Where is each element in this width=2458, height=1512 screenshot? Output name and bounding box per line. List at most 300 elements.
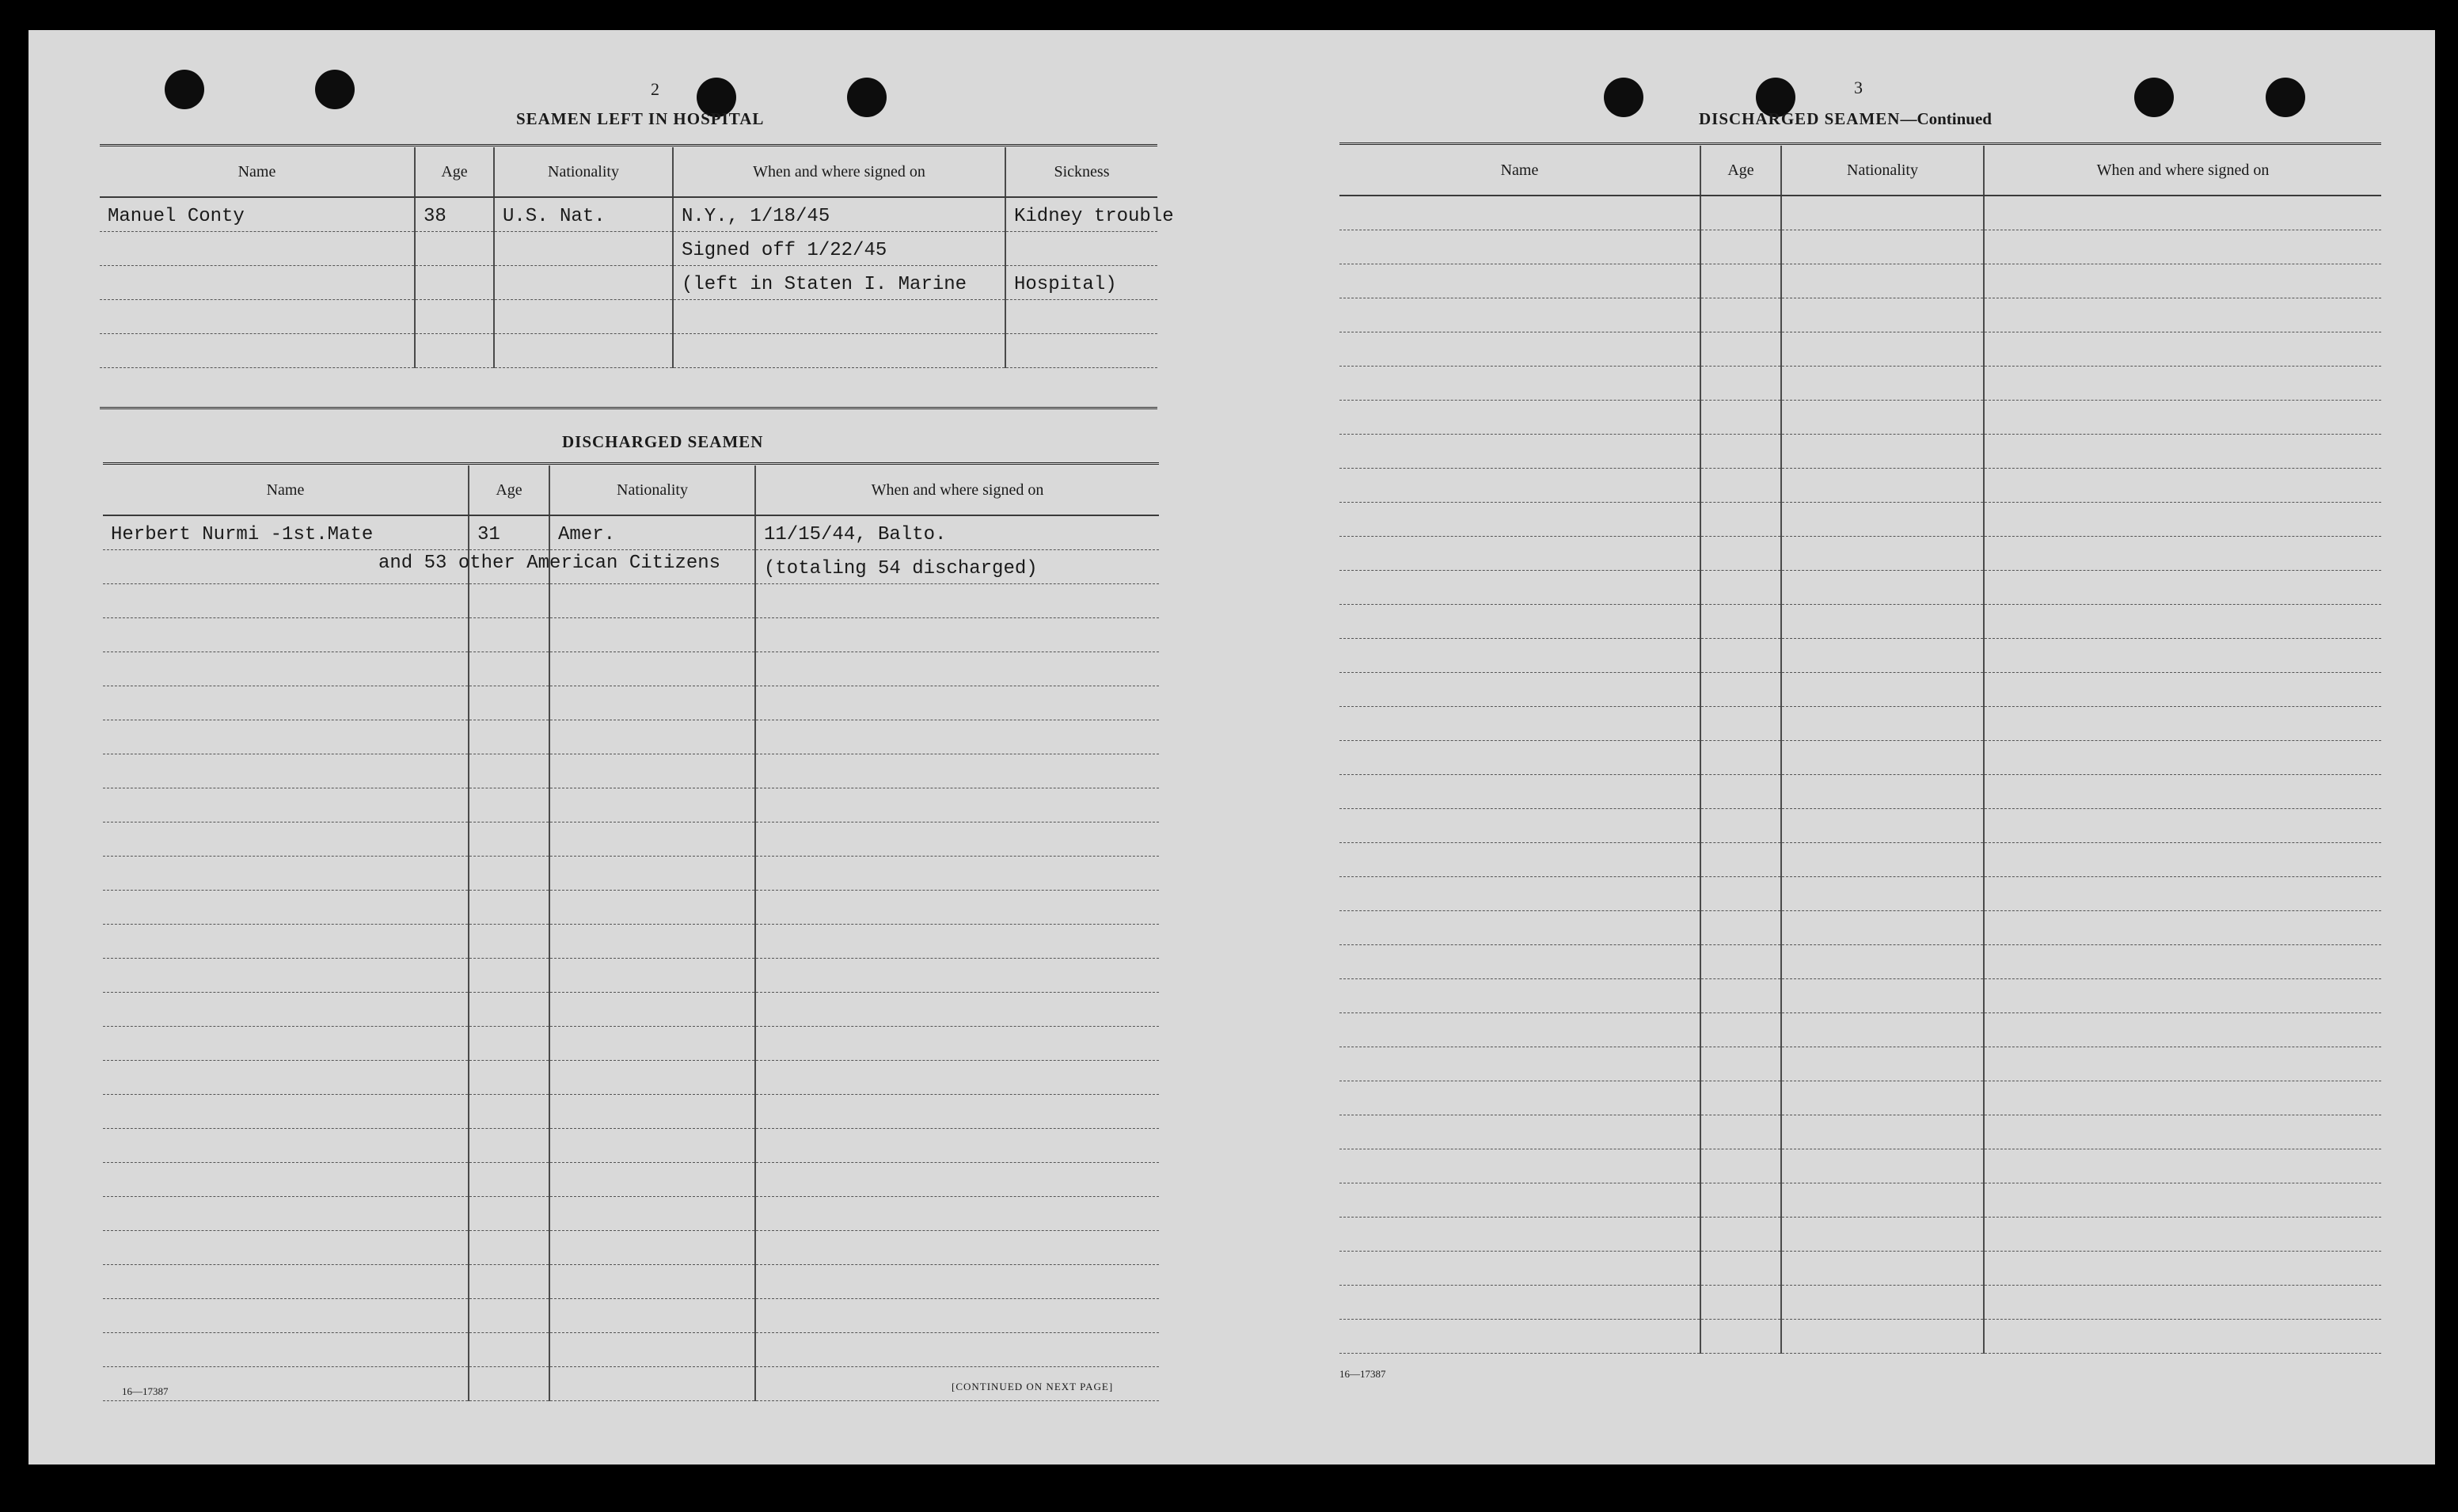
name-cell bbox=[100, 334, 415, 368]
empty-cell bbox=[1339, 571, 1700, 605]
empty-cell bbox=[1984, 503, 2381, 537]
column-header: Nationality bbox=[1781, 146, 1984, 196]
empty-cell bbox=[549, 1231, 755, 1265]
empty-cell bbox=[469, 652, 549, 686]
empty-cell bbox=[1700, 741, 1781, 775]
table-row bbox=[1339, 503, 2381, 537]
empty-cell bbox=[549, 857, 755, 891]
empty-cell bbox=[1781, 1252, 1984, 1286]
empty-cell bbox=[1339, 945, 1700, 979]
empty-cell bbox=[549, 1197, 755, 1231]
empty-cell bbox=[1339, 673, 1700, 707]
empty-cell bbox=[549, 1061, 755, 1095]
empty-cell bbox=[1339, 843, 1700, 877]
table-row bbox=[1339, 639, 2381, 673]
empty-cell bbox=[1781, 230, 1984, 264]
table-row bbox=[100, 334, 1157, 368]
table-row bbox=[1339, 673, 2381, 707]
empty-cell bbox=[549, 1367, 755, 1401]
table-row bbox=[103, 822, 1159, 857]
empty-cell bbox=[1984, 230, 2381, 264]
empty-cell bbox=[1700, 367, 1781, 401]
empty-cell bbox=[549, 891, 755, 925]
empty-cell bbox=[1339, 367, 1700, 401]
empty-cell bbox=[1339, 741, 1700, 775]
empty-cell bbox=[1700, 537, 1781, 571]
continued-label: [CONTINUED ON NEXT PAGE] bbox=[952, 1381, 1114, 1392]
table-row bbox=[103, 1163, 1159, 1197]
header-rule bbox=[100, 144, 1157, 146]
empty-cell bbox=[549, 1129, 755, 1163]
table-row bbox=[1339, 1183, 2381, 1218]
empty-cell bbox=[755, 1231, 1159, 1265]
empty-cell bbox=[1781, 1286, 1984, 1320]
empty-cell bbox=[1339, 707, 1700, 741]
column-header: Sickness bbox=[1005, 147, 1157, 197]
empty-cell bbox=[1984, 775, 2381, 809]
empty-cell bbox=[549, 993, 755, 1027]
signed-on-cell bbox=[673, 300, 1005, 334]
empty-cell bbox=[1339, 911, 1700, 945]
empty-cell bbox=[1984, 1115, 2381, 1149]
empty-cell bbox=[1984, 1252, 2381, 1286]
empty-cell bbox=[103, 1231, 469, 1265]
empty-cell bbox=[103, 1027, 469, 1061]
empty-cell bbox=[549, 822, 755, 857]
empty-cell bbox=[1339, 1081, 1700, 1115]
empty-cell bbox=[103, 1061, 469, 1095]
empty-cell bbox=[755, 1265, 1159, 1299]
empty-cell bbox=[1700, 401, 1781, 435]
empty-cell bbox=[1984, 469, 2381, 503]
signed-on-cell: (left in Staten I. Marine bbox=[673, 266, 1005, 300]
empty-cell bbox=[1781, 401, 1984, 435]
empty-cell bbox=[755, 754, 1159, 788]
empty-cell bbox=[469, 925, 549, 959]
empty-cell bbox=[549, 1333, 755, 1367]
empty-cell bbox=[1984, 264, 2381, 298]
empty-cell bbox=[1781, 979, 1984, 1013]
empty-cell bbox=[549, 686, 755, 720]
table-row bbox=[103, 1129, 1159, 1163]
table-row bbox=[1339, 1081, 2381, 1115]
column-header: When and where signed on bbox=[755, 465, 1159, 515]
empty-cell bbox=[1984, 196, 2381, 230]
empty-cell bbox=[469, 1027, 549, 1061]
empty-cell bbox=[1700, 979, 1781, 1013]
table-row bbox=[103, 720, 1159, 754]
column-header: When and where signed on bbox=[1984, 146, 2381, 196]
table-row bbox=[103, 754, 1159, 788]
empty-cell bbox=[755, 1061, 1159, 1095]
empty-cell bbox=[549, 1095, 755, 1129]
column-header: Nationality bbox=[549, 465, 755, 515]
empty-cell bbox=[469, 686, 549, 720]
empty-cell bbox=[1984, 401, 2381, 435]
table-row bbox=[103, 1299, 1159, 1333]
table-row bbox=[103, 686, 1159, 720]
empty-cell bbox=[103, 857, 469, 891]
table-row bbox=[1339, 196, 2381, 230]
empty-cell bbox=[1339, 605, 1700, 639]
empty-cell bbox=[469, 857, 549, 891]
empty-cell bbox=[1781, 945, 1984, 979]
age-cell bbox=[415, 334, 494, 368]
sickness-cell bbox=[1005, 334, 1157, 368]
empty-cell bbox=[1781, 1115, 1984, 1149]
empty-cell bbox=[1781, 469, 1984, 503]
age-cell bbox=[415, 266, 494, 300]
table-row bbox=[1339, 979, 2381, 1013]
empty-cell bbox=[755, 1197, 1159, 1231]
table-row bbox=[1339, 537, 2381, 571]
empty-cell bbox=[1339, 1252, 1700, 1286]
empty-cell bbox=[549, 1265, 755, 1299]
table-row bbox=[103, 1231, 1159, 1265]
empty-cell bbox=[1339, 809, 1700, 843]
empty-cell bbox=[1984, 605, 2381, 639]
column-header: Age bbox=[469, 465, 549, 515]
empty-cell bbox=[1339, 775, 1700, 809]
empty-cell bbox=[755, 652, 1159, 686]
empty-cell bbox=[1700, 1115, 1781, 1149]
empty-cell bbox=[1781, 571, 1984, 605]
empty-cell bbox=[1984, 1013, 2381, 1047]
discharged-continued-title bbox=[1699, 109, 1992, 129]
table-row bbox=[1339, 332, 2381, 367]
discharged-continued-table bbox=[1339, 146, 2381, 1354]
empty-cell bbox=[1700, 1047, 1781, 1081]
column-header: Nationality bbox=[494, 147, 673, 197]
empty-cell bbox=[1984, 1320, 2381, 1354]
empty-cell bbox=[1984, 945, 2381, 979]
table-row bbox=[103, 652, 1159, 686]
empty-cell bbox=[1984, 435, 2381, 469]
empty-cell bbox=[1700, 298, 1781, 332]
empty-cell bbox=[1700, 1013, 1781, 1047]
empty-cell bbox=[103, 959, 469, 993]
table-row bbox=[1339, 605, 2381, 639]
punch-hole bbox=[2134, 78, 2174, 117]
empty-cell bbox=[1700, 196, 1781, 230]
punch-hole bbox=[847, 78, 887, 117]
empty-cell bbox=[1984, 1286, 2381, 1320]
empty-cell bbox=[103, 1197, 469, 1231]
empty-cell bbox=[1781, 1081, 1984, 1115]
table-row bbox=[1339, 1149, 2381, 1183]
empty-cell bbox=[469, 1129, 549, 1163]
empty-cell bbox=[755, 959, 1159, 993]
empty-cell bbox=[1984, 809, 2381, 843]
discharged-note: and 53 other American Citizens bbox=[378, 553, 721, 574]
empty-cell bbox=[469, 822, 549, 857]
empty-cell bbox=[549, 618, 755, 652]
empty-cell bbox=[1781, 1183, 1984, 1218]
empty-cell bbox=[103, 1333, 469, 1367]
table-row bbox=[1339, 809, 2381, 843]
empty-cell bbox=[469, 754, 549, 788]
name-cell: Manuel Conty bbox=[100, 197, 415, 232]
empty-cell bbox=[1339, 332, 1700, 367]
empty-cell bbox=[103, 891, 469, 925]
empty-cell bbox=[1984, 843, 2381, 877]
table-row bbox=[1339, 298, 2381, 332]
empty-cell bbox=[469, 618, 549, 652]
empty-cell bbox=[103, 720, 469, 754]
empty-cell bbox=[1781, 1320, 1984, 1354]
empty-cell bbox=[1781, 809, 1984, 843]
empty-cell bbox=[1339, 298, 1700, 332]
empty-cell bbox=[1700, 230, 1781, 264]
empty-cell bbox=[1700, 1320, 1781, 1354]
empty-cell bbox=[549, 788, 755, 822]
column-header: Age bbox=[415, 147, 494, 197]
document-spread bbox=[28, 30, 2435, 1465]
empty-cell bbox=[1339, 503, 1700, 537]
empty-cell bbox=[1781, 775, 1984, 809]
empty-cell bbox=[1984, 911, 2381, 945]
empty-cell bbox=[755, 618, 1159, 652]
table-row bbox=[1339, 1218, 2381, 1252]
empty-cell bbox=[469, 1231, 549, 1265]
section-rule bbox=[100, 407, 1157, 409]
nationality-cell bbox=[494, 232, 673, 266]
empty-cell bbox=[1781, 332, 1984, 367]
empty-cell bbox=[755, 686, 1159, 720]
age-cell: 38 bbox=[415, 197, 494, 232]
column-header: Name bbox=[103, 465, 469, 515]
table-row bbox=[103, 618, 1159, 652]
table-header-row bbox=[1339, 146, 2381, 196]
signed-on-cell: N.Y., 1/18/45 bbox=[673, 197, 1005, 232]
empty-cell bbox=[469, 1333, 549, 1367]
empty-cell bbox=[755, 720, 1159, 754]
empty-cell bbox=[549, 1299, 755, 1333]
name-cell bbox=[100, 266, 415, 300]
empty-cell bbox=[755, 993, 1159, 1027]
empty-cell bbox=[1984, 639, 2381, 673]
empty-cell bbox=[469, 959, 549, 993]
table-row bbox=[100, 232, 1157, 266]
empty-cell bbox=[1339, 1047, 1700, 1081]
empty-cell bbox=[103, 822, 469, 857]
sickness-cell bbox=[1005, 300, 1157, 334]
empty-cell bbox=[469, 720, 549, 754]
empty-cell bbox=[1700, 332, 1781, 367]
table-row bbox=[1339, 1047, 2381, 1081]
punch-hole bbox=[1604, 78, 1643, 117]
empty-cell bbox=[755, 925, 1159, 959]
empty-cell bbox=[755, 1333, 1159, 1367]
table-row bbox=[1339, 1252, 2381, 1286]
empty-cell bbox=[103, 993, 469, 1027]
empty-cell bbox=[1700, 605, 1781, 639]
empty-cell bbox=[1984, 1081, 2381, 1115]
sickness-cell: Kidney trouble bbox=[1005, 197, 1157, 232]
empty-cell bbox=[1339, 639, 1700, 673]
empty-cell bbox=[469, 891, 549, 925]
table-row bbox=[1339, 469, 2381, 503]
empty-cell bbox=[1700, 809, 1781, 843]
empty-cell bbox=[1700, 1286, 1781, 1320]
page-number: 2 bbox=[651, 79, 659, 99]
table-row bbox=[1339, 877, 2381, 911]
empty-cell bbox=[469, 993, 549, 1027]
table-row bbox=[103, 993, 1159, 1027]
empty-cell bbox=[1700, 639, 1781, 673]
empty-cell bbox=[1984, 1047, 2381, 1081]
empty-cell bbox=[103, 1129, 469, 1163]
nationality-cell: U.S. Nat. bbox=[494, 197, 673, 232]
discharged-section-title: DISCHARGED SEAMEN bbox=[562, 432, 764, 451]
empty-cell bbox=[1700, 673, 1781, 707]
hospital-section-title: SEAMEN LEFT IN HOSPITAL bbox=[516, 109, 765, 128]
empty-cell bbox=[103, 686, 469, 720]
empty-cell bbox=[103, 1095, 469, 1129]
empty-cell bbox=[549, 720, 755, 754]
empty-cell bbox=[1700, 1252, 1781, 1286]
empty-cell bbox=[1781, 911, 1984, 945]
empty-cell bbox=[1781, 298, 1984, 332]
empty-cell bbox=[103, 584, 469, 618]
header-rule bbox=[103, 462, 1159, 465]
empty-cell bbox=[755, 584, 1159, 618]
empty-cell bbox=[1339, 1286, 1700, 1320]
empty-cell bbox=[469, 1265, 549, 1299]
empty-cell bbox=[469, 1367, 549, 1401]
table-row bbox=[1339, 230, 2381, 264]
table-row bbox=[1339, 843, 2381, 877]
empty-cell bbox=[1984, 367, 2381, 401]
empty-cell bbox=[1781, 1047, 1984, 1081]
empty-cell bbox=[1700, 435, 1781, 469]
empty-cell bbox=[1700, 775, 1781, 809]
empty-cell bbox=[1339, 196, 1700, 230]
table-row bbox=[1339, 1013, 2381, 1047]
table-row bbox=[1339, 707, 2381, 741]
table-row bbox=[103, 1265, 1159, 1299]
empty-cell bbox=[1781, 435, 1984, 469]
empty-cell bbox=[1781, 537, 1984, 571]
empty-cell bbox=[1984, 1218, 2381, 1252]
empty-cell bbox=[549, 652, 755, 686]
empty-cell bbox=[1700, 1081, 1781, 1115]
signed-on-cell bbox=[673, 334, 1005, 368]
empty-cell bbox=[1781, 264, 1984, 298]
age-cell bbox=[415, 300, 494, 334]
empty-cell bbox=[549, 1163, 755, 1197]
table-row bbox=[103, 1027, 1159, 1061]
name-cell bbox=[100, 300, 415, 334]
empty-cell bbox=[1339, 1183, 1700, 1218]
column-header: Name bbox=[1339, 146, 1700, 196]
table-row bbox=[1339, 911, 2381, 945]
empty-cell bbox=[1781, 673, 1984, 707]
empty-cell bbox=[1984, 1183, 2381, 1218]
empty-cell bbox=[1781, 196, 1984, 230]
empty-cell bbox=[1700, 1218, 1781, 1252]
empty-cell bbox=[1984, 1149, 2381, 1183]
empty-cell bbox=[1984, 741, 2381, 775]
empty-cell bbox=[1339, 537, 1700, 571]
empty-cell bbox=[1700, 1149, 1781, 1183]
empty-cell bbox=[1984, 571, 2381, 605]
page-number: 3 bbox=[1854, 78, 1863, 97]
nationality-cell: Amer. bbox=[549, 515, 755, 550]
empty-cell bbox=[103, 788, 469, 822]
table-row bbox=[103, 515, 1159, 550]
table-row bbox=[1339, 1115, 2381, 1149]
empty-cell bbox=[755, 788, 1159, 822]
empty-cell bbox=[1781, 367, 1984, 401]
form-number: 16—17387 bbox=[1339, 1368, 1386, 1380]
empty-cell bbox=[1984, 332, 2381, 367]
empty-cell bbox=[549, 925, 755, 959]
empty-cell bbox=[1339, 1013, 1700, 1047]
empty-cell bbox=[469, 1095, 549, 1129]
empty-cell bbox=[1781, 707, 1984, 741]
empty-cell bbox=[755, 891, 1159, 925]
empty-cell bbox=[103, 618, 469, 652]
sickness-cell bbox=[1005, 232, 1157, 266]
table-row bbox=[1339, 1286, 2381, 1320]
empty-cell bbox=[755, 1163, 1159, 1197]
empty-cell bbox=[1700, 707, 1781, 741]
hospital-table bbox=[100, 147, 1174, 368]
table-row bbox=[1339, 775, 2381, 809]
empty-cell bbox=[1339, 469, 1700, 503]
empty-cell bbox=[1781, 503, 1984, 537]
table-row bbox=[103, 584, 1159, 618]
table-row bbox=[100, 197, 1157, 232]
table-row bbox=[103, 857, 1159, 891]
empty-cell bbox=[1781, 741, 1984, 775]
empty-cell bbox=[1339, 264, 1700, 298]
table-row bbox=[1339, 1320, 2381, 1354]
empty-cell bbox=[103, 1265, 469, 1299]
empty-cell bbox=[1339, 435, 1700, 469]
name-cell: Herbert Nurmi -1st.Mate bbox=[103, 515, 469, 550]
empty-cell bbox=[755, 1129, 1159, 1163]
discharged-table bbox=[103, 465, 1159, 1401]
sickness-cell: Hospital) bbox=[1005, 266, 1157, 300]
empty-cell bbox=[1700, 264, 1781, 298]
table-row bbox=[103, 1095, 1159, 1129]
empty-cell bbox=[1700, 843, 1781, 877]
signed-on-cell: 11/15/44, Balto. bbox=[755, 515, 1159, 550]
empty-cell bbox=[1700, 469, 1781, 503]
title-suffix: —Continued bbox=[1900, 109, 1992, 128]
empty-cell bbox=[469, 788, 549, 822]
empty-cell bbox=[1781, 877, 1984, 911]
empty-cell bbox=[103, 652, 469, 686]
empty-cell bbox=[1700, 877, 1781, 911]
column-header: Name bbox=[100, 147, 415, 197]
empty-cell bbox=[755, 822, 1159, 857]
empty-cell bbox=[469, 584, 549, 618]
table-row bbox=[103, 1061, 1159, 1095]
table-row bbox=[100, 266, 1157, 300]
empty-cell bbox=[1339, 877, 1700, 911]
table-row bbox=[103, 891, 1159, 925]
table-row bbox=[103, 1333, 1159, 1367]
empty-cell bbox=[103, 1299, 469, 1333]
empty-cell bbox=[469, 1299, 549, 1333]
table-row bbox=[100, 300, 1157, 334]
empty-cell bbox=[1700, 1183, 1781, 1218]
table-row bbox=[103, 959, 1159, 993]
empty-cell bbox=[103, 925, 469, 959]
